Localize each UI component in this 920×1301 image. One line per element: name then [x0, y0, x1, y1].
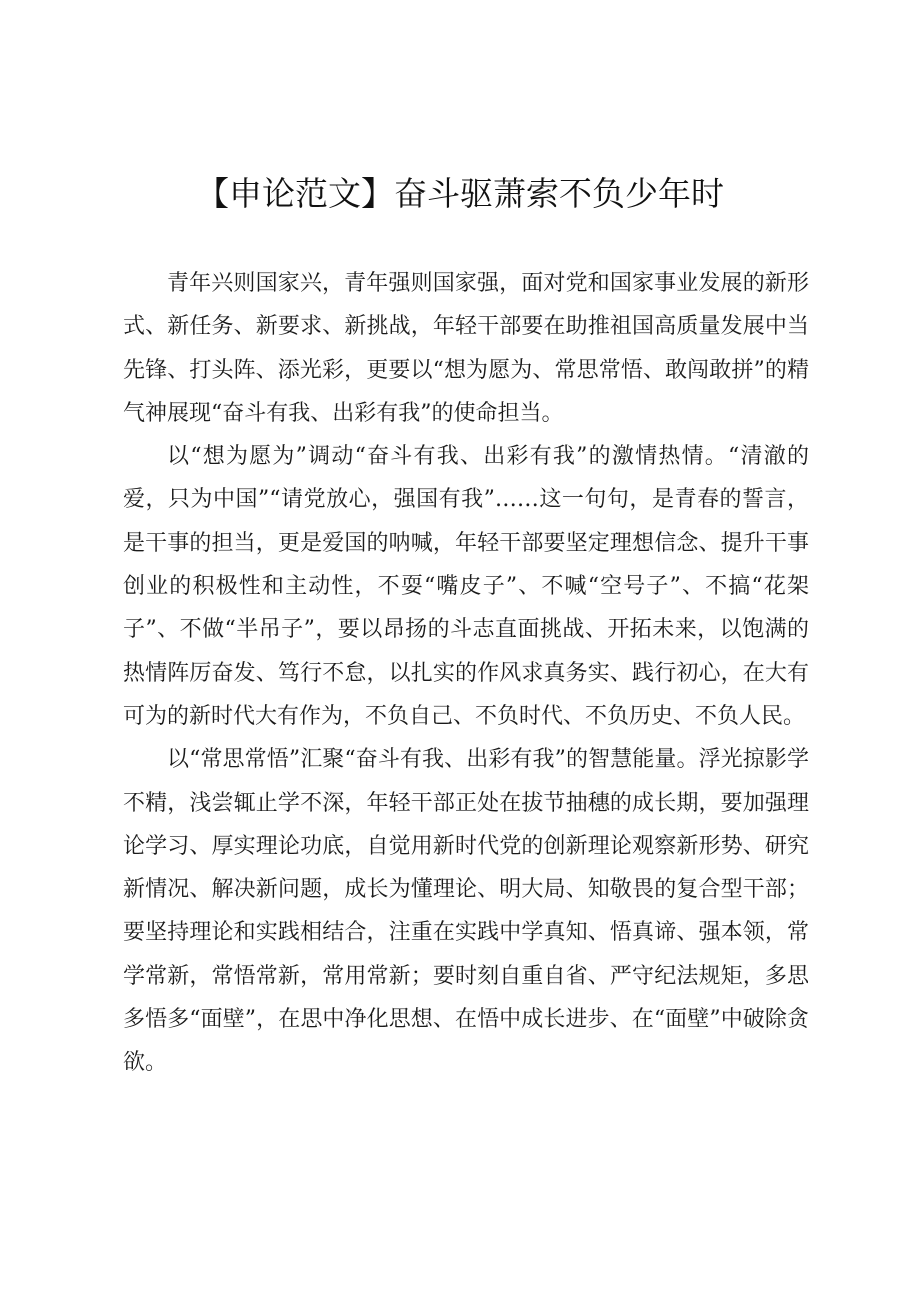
document-title: 【申论范文】奋斗驱萧索不负少年时	[196, 174, 724, 213]
paragraph-1: 青年兴则国家兴，青年强则国家强，面对党和国家事业发展的新形式、新任务、新要求、新挑战，年轻干部要在助推祖国高质量发展中当先锋、打头阵、添光彩，更要以“想为愿为、常思常悟、敢闯敢拼”的精气神展现“奋斗有我、出彩有我”的使命担当。	[123, 271, 809, 426]
paragraph-3: 以“常思常悟”汇聚“奋斗有我、出彩有我”的智慧能量。浮光掠影学不精，浅尝辄止学不深，年轻干部正处在拔节抽穗的成长期，要加强理论学习、厚实理论功底，自觉用新时代党的创新理论观察新形势、研究新情况、解决新问题，成长为懂理论、明大局、知敬畏的复合型干部；要坚持理论和实践相结合，注重在实践中学真知、悟真谛、强本领，常学常新，常悟常新，常用常新；要时刻自重自省、严守纪法规矩，多思多悟多“面壁”，在思中净化思想、在悟中成长进步、在“面壁”中破除贪欲。	[123, 747, 809, 1076]
document-body	[123, 262, 809, 1085]
paragraph-2: 以“想为愿为”调动“奋斗有我、出彩有我”的激情热情。“清澈的爱，只为中国”“请党放心，强国有我”……这一句句，是青春的誓言，是干事的担当，更是爱国的呐喊，年轻干部要坚定理想信念、提升干事创业的积极性和主动性，不耍“嘴皮子”、不喊“空号子”、不搞“花架子”、不做“半吊子”，要以昂扬的斗志直面挑战、开拓未来，以饱满的热情阵厉奋发、笃行不怠，以扎实的作风求真务实、践行初心，在大有可为的新时代大有作为，不负自己、不负时代、不负历史、不负人民。	[123, 444, 809, 729]
